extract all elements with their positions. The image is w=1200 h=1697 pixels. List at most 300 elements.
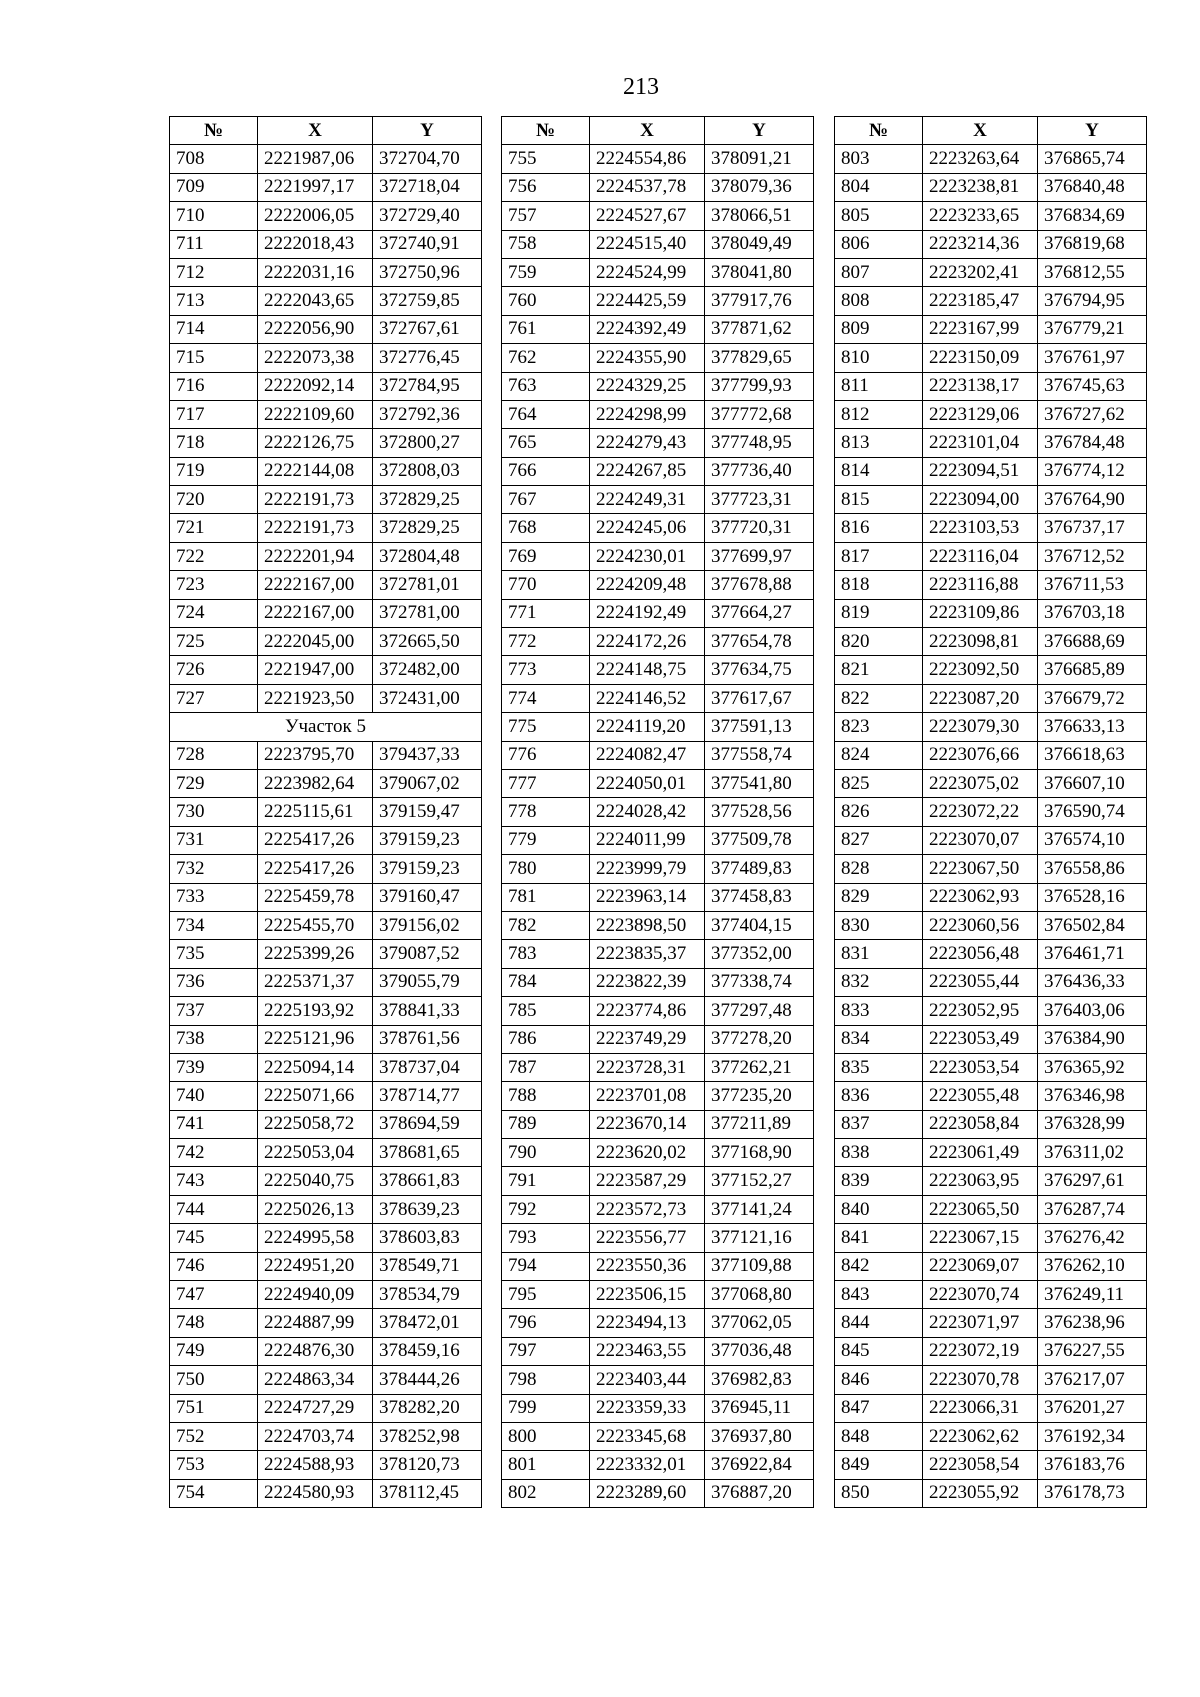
y-coordinate-cell: 376784,48 <box>1038 429 1147 457</box>
y-coordinate-cell: 376794,95 <box>1038 287 1147 315</box>
point-number-cell: 757 <box>502 202 590 230</box>
table-row <box>502 1451 814 1479</box>
point-number-cell: 796 <box>502 1309 590 1337</box>
y-coordinate-cell: 376887,20 <box>705 1479 814 1507</box>
y-coordinate-cell: 377141,24 <box>705 1195 814 1223</box>
y-coordinate-cell: 379159,23 <box>373 855 482 883</box>
table-row <box>170 230 482 258</box>
y-coordinate-cell: 376238,96 <box>1038 1309 1147 1337</box>
point-number-cell: 758 <box>502 230 590 258</box>
y-coordinate-cell: 378694,59 <box>373 1110 482 1138</box>
point-number-cell: 733 <box>170 883 258 911</box>
table-row <box>170 684 482 712</box>
table-row <box>502 684 814 712</box>
x-coordinate-cell: 2224146,52 <box>590 684 705 712</box>
table-row <box>502 542 814 570</box>
table-row <box>502 145 814 173</box>
y-coordinate-cell: 377541,80 <box>705 769 814 797</box>
x-coordinate-cell: 2222201,94 <box>258 542 373 570</box>
y-coordinate-cell: 377278,20 <box>705 1025 814 1053</box>
x-coordinate-cell: 2223058,84 <box>923 1110 1038 1138</box>
x-coordinate-cell: 2224425,59 <box>590 287 705 315</box>
table-row <box>835 1224 1147 1252</box>
x-coordinate-cell: 2223060,56 <box>923 911 1038 939</box>
point-number-cell: 718 <box>170 429 258 457</box>
x-coordinate-cell: 2225399,26 <box>258 940 373 968</box>
y-coordinate-cell: 379055,79 <box>373 968 482 996</box>
y-coordinate-cell: 376311,02 <box>1038 1139 1147 1167</box>
y-coordinate-cell: 379159,23 <box>373 826 482 854</box>
table-row <box>502 287 814 315</box>
table-row <box>502 486 814 514</box>
table-row <box>835 741 1147 769</box>
table-row <box>170 1224 482 1252</box>
point-number-cell: 801 <box>502 1451 590 1479</box>
point-number-cell: 807 <box>835 258 923 286</box>
point-number-cell: 747 <box>170 1281 258 1309</box>
point-number-cell: 799 <box>502 1394 590 1422</box>
point-number-cell: 764 <box>502 400 590 428</box>
table-row <box>835 1110 1147 1138</box>
table-row <box>170 571 482 599</box>
x-coordinate-cell: 2223167,99 <box>923 315 1038 343</box>
table-row <box>835 372 1147 400</box>
x-coordinate-cell: 2223056,48 <box>923 940 1038 968</box>
y-coordinate-cell: 377168,90 <box>705 1139 814 1167</box>
table-row <box>170 1309 482 1337</box>
point-number-cell: 839 <box>835 1167 923 1195</box>
y-coordinate-cell: 376812,55 <box>1038 258 1147 286</box>
x-coordinate-cell: 2221923,50 <box>258 684 373 712</box>
point-number-cell: 711 <box>170 230 258 258</box>
point-number-cell: 812 <box>835 400 923 428</box>
table-row <box>835 173 1147 201</box>
y-coordinate-cell: 372431,00 <box>373 684 482 712</box>
x-coordinate-cell: 2224887,99 <box>258 1309 373 1337</box>
y-coordinate-cell: 376840,48 <box>1038 173 1147 201</box>
table-row <box>502 258 814 286</box>
y-coordinate-cell: 372829,25 <box>373 486 482 514</box>
x-coordinate-cell: 2223263,64 <box>923 145 1038 173</box>
y-coordinate-cell: 378661,83 <box>373 1167 482 1195</box>
table-row <box>835 769 1147 797</box>
table-row <box>170 798 482 826</box>
y-coordinate-cell: 377723,31 <box>705 486 814 514</box>
point-number-cell: 772 <box>502 628 590 656</box>
x-coordinate-cell: 2223506,15 <box>590 1281 705 1309</box>
y-coordinate-cell: 379067,02 <box>373 769 482 797</box>
table-row <box>502 173 814 201</box>
table-row <box>502 1082 814 1110</box>
point-number-cell: 794 <box>502 1252 590 1280</box>
y-coordinate-cell: 372804,48 <box>373 542 482 570</box>
point-number-cell: 745 <box>170 1224 258 1252</box>
table-row <box>502 202 814 230</box>
y-coordinate-cell: 377617,67 <box>705 684 814 712</box>
table-row <box>835 1479 1147 1507</box>
y-coordinate-cell: 376287,74 <box>1038 1195 1147 1223</box>
x-coordinate-cell: 2225071,66 <box>258 1082 373 1110</box>
header-x: X <box>923 117 1038 145</box>
point-number-cell: 754 <box>170 1479 258 1507</box>
x-coordinate-cell: 2223701,08 <box>590 1082 705 1110</box>
point-number-cell: 730 <box>170 798 258 826</box>
point-number-cell: 759 <box>502 258 590 286</box>
table-row <box>835 1422 1147 1450</box>
x-coordinate-cell: 2223071,97 <box>923 1309 1038 1337</box>
point-number-cell: 831 <box>835 940 923 968</box>
x-coordinate-cell: 2223822,39 <box>590 968 705 996</box>
y-coordinate-cell: 377799,93 <box>705 372 814 400</box>
y-coordinate-cell: 377558,74 <box>705 741 814 769</box>
y-coordinate-cell: 372482,00 <box>373 656 482 684</box>
table-row <box>170 855 482 883</box>
point-number-cell: 834 <box>835 1025 923 1053</box>
x-coordinate-cell: 2224119,20 <box>590 713 705 741</box>
point-number-cell: 748 <box>170 1309 258 1337</box>
y-coordinate-cell: 376403,06 <box>1038 997 1147 1025</box>
table-row <box>835 315 1147 343</box>
table-row <box>170 1025 482 1053</box>
table-row <box>170 258 482 286</box>
table-row <box>835 457 1147 485</box>
y-coordinate-cell: 378681,65 <box>373 1139 482 1167</box>
header-y: Y <box>705 117 814 145</box>
point-number-cell: 710 <box>170 202 258 230</box>
x-coordinate-cell: 2224329,25 <box>590 372 705 400</box>
point-number-cell: 762 <box>502 344 590 372</box>
point-number-cell: 738 <box>170 1025 258 1053</box>
table-row <box>835 883 1147 911</box>
table-row <box>170 145 482 173</box>
table-row <box>170 542 482 570</box>
point-number-cell: 803 <box>835 145 923 173</box>
point-number-cell: 811 <box>835 372 923 400</box>
y-coordinate-cell: 379437,33 <box>373 741 482 769</box>
y-coordinate-cell: 379156,02 <box>373 911 482 939</box>
y-coordinate-cell: 377062,05 <box>705 1309 814 1337</box>
point-number-cell: 832 <box>835 968 923 996</box>
table-row <box>170 1167 482 1195</box>
point-number-cell: 827 <box>835 826 923 854</box>
table-row <box>835 1139 1147 1167</box>
table-row <box>170 1139 482 1167</box>
x-coordinate-cell: 2223070,74 <box>923 1281 1038 1309</box>
x-coordinate-cell: 2223094,00 <box>923 486 1038 514</box>
x-coordinate-cell: 2224515,40 <box>590 230 705 258</box>
x-coordinate-cell: 2222018,43 <box>258 230 373 258</box>
y-coordinate-cell: 372829,25 <box>373 514 482 542</box>
table-row <box>170 457 482 485</box>
point-number-cell: 845 <box>835 1337 923 1365</box>
y-coordinate-cell: 377235,20 <box>705 1082 814 1110</box>
x-coordinate-cell: 2223129,06 <box>923 400 1038 428</box>
table-row <box>835 1366 1147 1394</box>
point-number-cell: 741 <box>170 1110 258 1138</box>
x-coordinate-cell: 2223094,51 <box>923 457 1038 485</box>
point-number-cell: 765 <box>502 429 590 457</box>
x-coordinate-cell: 2223092,50 <box>923 656 1038 684</box>
header-number: № <box>502 117 590 145</box>
table-row <box>835 542 1147 570</box>
y-coordinate-cell: 378639,23 <box>373 1195 482 1223</box>
y-coordinate-cell: 377489,83 <box>705 855 814 883</box>
x-coordinate-cell: 2225094,14 <box>258 1053 373 1081</box>
table-row <box>170 997 482 1025</box>
x-coordinate-cell: 2223072,22 <box>923 798 1038 826</box>
x-coordinate-cell: 2223963,14 <box>590 883 705 911</box>
table-row <box>170 202 482 230</box>
y-coordinate-cell: 376183,76 <box>1038 1451 1147 1479</box>
x-coordinate-cell: 2223101,04 <box>923 429 1038 457</box>
y-coordinate-cell: 376502,84 <box>1038 911 1147 939</box>
x-coordinate-cell: 2224249,31 <box>590 486 705 514</box>
y-coordinate-cell: 377591,13 <box>705 713 814 741</box>
point-number-cell: 724 <box>170 599 258 627</box>
point-number-cell: 835 <box>835 1053 923 1081</box>
table-row <box>835 1252 1147 1280</box>
y-coordinate-cell: 376764,90 <box>1038 486 1147 514</box>
x-coordinate-cell: 2225121,96 <box>258 1025 373 1053</box>
table-row <box>835 1451 1147 1479</box>
point-number-cell: 709 <box>170 173 258 201</box>
point-number-cell: 840 <box>835 1195 923 1223</box>
y-coordinate-cell: 376703,18 <box>1038 599 1147 627</box>
x-coordinate-cell: 2224172,26 <box>590 628 705 656</box>
y-coordinate-cell: 378112,45 <box>373 1479 482 1507</box>
x-coordinate-cell: 2223053,54 <box>923 1053 1038 1081</box>
x-coordinate-cell: 2221997,17 <box>258 173 373 201</box>
x-coordinate-cell: 2223238,81 <box>923 173 1038 201</box>
y-coordinate-cell: 377678,88 <box>705 571 814 599</box>
y-coordinate-cell: 372800,27 <box>373 429 482 457</box>
table-row <box>835 486 1147 514</box>
y-coordinate-cell: 372665,50 <box>373 628 482 656</box>
table-row <box>170 1281 482 1309</box>
table-row <box>835 145 1147 173</box>
y-coordinate-cell: 377152,27 <box>705 1167 814 1195</box>
point-number-cell: 815 <box>835 486 923 514</box>
x-coordinate-cell: 2223550,36 <box>590 1252 705 1280</box>
x-coordinate-cell: 2223070,78 <box>923 1366 1038 1394</box>
point-number-cell: 721 <box>170 514 258 542</box>
x-coordinate-cell: 2224298,99 <box>590 400 705 428</box>
y-coordinate-cell: 378714,77 <box>373 1082 482 1110</box>
x-coordinate-cell: 2221947,00 <box>258 656 373 684</box>
x-coordinate-cell: 2224192,49 <box>590 599 705 627</box>
table-row <box>170 400 482 428</box>
table-row <box>170 1337 482 1365</box>
y-coordinate-cell: 376922,84 <box>705 1451 814 1479</box>
x-coordinate-cell: 2225455,70 <box>258 911 373 939</box>
table-row <box>835 968 1147 996</box>
point-number-cell: 838 <box>835 1139 923 1167</box>
x-coordinate-cell: 2223749,29 <box>590 1025 705 1053</box>
x-coordinate-cell: 2223055,92 <box>923 1479 1038 1507</box>
x-coordinate-cell: 2223999,79 <box>590 855 705 883</box>
table-row <box>502 1167 814 1195</box>
y-coordinate-cell: 377654,78 <box>705 628 814 656</box>
table-row <box>170 1195 482 1223</box>
point-number-cell: 742 <box>170 1139 258 1167</box>
y-coordinate-cell: 378444,26 <box>373 1366 482 1394</box>
table-row <box>170 1451 482 1479</box>
y-coordinate-cell: 377458,83 <box>705 883 814 911</box>
table-row <box>502 769 814 797</box>
y-coordinate-cell: 378534,79 <box>373 1281 482 1309</box>
header-x: X <box>258 117 373 145</box>
point-number-cell: 775 <box>502 713 590 741</box>
y-coordinate-cell: 376834,69 <box>1038 202 1147 230</box>
point-number-cell: 821 <box>835 656 923 684</box>
point-number-cell: 777 <box>502 769 590 797</box>
point-number-cell: 761 <box>502 315 590 343</box>
table-row <box>170 656 482 684</box>
point-number-cell: 846 <box>835 1366 923 1394</box>
point-number-cell: 722 <box>170 542 258 570</box>
y-coordinate-cell: 376737,17 <box>1038 514 1147 542</box>
y-coordinate-cell: 377121,16 <box>705 1224 814 1252</box>
table-row <box>835 628 1147 656</box>
y-coordinate-cell: 377699,97 <box>705 542 814 570</box>
y-coordinate-cell: 376262,10 <box>1038 1252 1147 1280</box>
point-number-cell: 842 <box>835 1252 923 1280</box>
x-coordinate-cell: 2223066,31 <box>923 1394 1038 1422</box>
point-number-cell: 763 <box>502 372 590 400</box>
y-coordinate-cell: 377352,00 <box>705 940 814 968</box>
x-coordinate-cell: 2223359,33 <box>590 1394 705 1422</box>
point-number-cell: 720 <box>170 486 258 514</box>
x-coordinate-cell: 2224863,34 <box>258 1366 373 1394</box>
x-coordinate-cell: 2223116,04 <box>923 542 1038 570</box>
y-coordinate-cell: 377297,48 <box>705 997 814 1025</box>
table-row <box>502 344 814 372</box>
y-coordinate-cell: 376982,83 <box>705 1366 814 1394</box>
y-coordinate-cell: 378079,36 <box>705 173 814 201</box>
table-row <box>502 1252 814 1280</box>
y-coordinate-cell: 376679,72 <box>1038 684 1147 712</box>
x-coordinate-cell: 2223345,68 <box>590 1422 705 1450</box>
table-row <box>502 1139 814 1167</box>
point-number-cell: 760 <box>502 287 590 315</box>
point-number-cell: 723 <box>170 571 258 599</box>
table-row <box>502 1053 814 1081</box>
x-coordinate-cell: 2224011,99 <box>590 826 705 854</box>
x-coordinate-cell: 2224355,90 <box>590 344 705 372</box>
x-coordinate-cell: 2223053,49 <box>923 1025 1038 1053</box>
point-number-cell: 791 <box>502 1167 590 1195</box>
table-row <box>170 769 482 797</box>
point-number-cell: 793 <box>502 1224 590 1252</box>
x-coordinate-cell: 2224527,67 <box>590 202 705 230</box>
y-coordinate-cell: 372781,01 <box>373 571 482 599</box>
y-coordinate-cell: 378066,51 <box>705 202 814 230</box>
point-number-cell: 849 <box>835 1451 923 1479</box>
header-row <box>502 117 814 145</box>
y-coordinate-cell: 378091,21 <box>705 145 814 173</box>
x-coordinate-cell: 2223233,65 <box>923 202 1038 230</box>
x-coordinate-cell: 2222056,90 <box>258 315 373 343</box>
y-coordinate-cell: 376328,99 <box>1038 1110 1147 1138</box>
x-coordinate-cell: 2222031,16 <box>258 258 373 286</box>
table-row <box>502 1281 814 1309</box>
x-coordinate-cell: 2223055,48 <box>923 1082 1038 1110</box>
x-coordinate-cell: 2222167,00 <box>258 571 373 599</box>
y-coordinate-cell: 376945,11 <box>705 1394 814 1422</box>
point-number-cell: 787 <box>502 1053 590 1081</box>
point-number-cell: 797 <box>502 1337 590 1365</box>
x-coordinate-cell: 2223774,86 <box>590 997 705 1025</box>
y-coordinate-cell: 377772,68 <box>705 400 814 428</box>
header-row <box>835 117 1147 145</box>
table-row <box>835 1082 1147 1110</box>
x-coordinate-cell: 2222092,14 <box>258 372 373 400</box>
table-row <box>502 571 814 599</box>
point-number-cell: 820 <box>835 628 923 656</box>
point-number-cell: 805 <box>835 202 923 230</box>
table-row <box>502 968 814 996</box>
x-coordinate-cell: 2223150,09 <box>923 344 1038 372</box>
x-coordinate-cell: 2224245,06 <box>590 514 705 542</box>
y-coordinate-cell: 376192,34 <box>1038 1422 1147 1450</box>
y-coordinate-cell: 377528,56 <box>705 798 814 826</box>
y-coordinate-cell: 379160,47 <box>373 883 482 911</box>
table-row <box>835 344 1147 372</box>
x-coordinate-cell: 2225115,61 <box>258 798 373 826</box>
table-row <box>170 1394 482 1422</box>
table-row <box>502 1394 814 1422</box>
table-row <box>170 1252 482 1280</box>
x-coordinate-cell: 2223076,66 <box>923 741 1038 769</box>
y-coordinate-cell: 376528,16 <box>1038 883 1147 911</box>
y-coordinate-cell: 377211,89 <box>705 1110 814 1138</box>
point-number-cell: 770 <box>502 571 590 599</box>
y-coordinate-cell: 377720,31 <box>705 514 814 542</box>
point-number-cell: 767 <box>502 486 590 514</box>
table-row <box>170 1366 482 1394</box>
x-coordinate-cell: 2223058,54 <box>923 1451 1038 1479</box>
table-row <box>835 1195 1147 1223</box>
point-number-cell: 753 <box>170 1451 258 1479</box>
point-number-cell: 782 <box>502 911 590 939</box>
point-number-cell: 768 <box>502 514 590 542</box>
x-coordinate-cell: 2224580,93 <box>258 1479 373 1507</box>
x-coordinate-cell: 2223063,95 <box>923 1167 1038 1195</box>
table-row <box>502 230 814 258</box>
point-number-cell: 814 <box>835 457 923 485</box>
point-number-cell: 790 <box>502 1139 590 1167</box>
x-coordinate-cell: 2225371,37 <box>258 968 373 996</box>
x-coordinate-cell: 2222191,73 <box>258 514 373 542</box>
y-coordinate-cell: 376201,27 <box>1038 1394 1147 1422</box>
x-coordinate-cell: 2222144,08 <box>258 457 373 485</box>
x-coordinate-cell: 2224524,99 <box>590 258 705 286</box>
x-coordinate-cell: 2223055,44 <box>923 968 1038 996</box>
y-coordinate-cell: 376712,52 <box>1038 542 1147 570</box>
point-number-cell: 728 <box>170 741 258 769</box>
point-number-cell: 837 <box>835 1110 923 1138</box>
x-coordinate-cell: 2223072,19 <box>923 1337 1038 1365</box>
table-row <box>502 713 814 741</box>
x-coordinate-cell: 2223728,31 <box>590 1053 705 1081</box>
y-coordinate-cell: 376574,10 <box>1038 826 1147 854</box>
point-number-cell: 819 <box>835 599 923 627</box>
point-number-cell: 789 <box>502 1110 590 1138</box>
x-coordinate-cell: 2223062,93 <box>923 883 1038 911</box>
point-number-cell: 786 <box>502 1025 590 1053</box>
table-row <box>502 1224 814 1252</box>
x-coordinate-cell: 2224727,29 <box>258 1394 373 1422</box>
